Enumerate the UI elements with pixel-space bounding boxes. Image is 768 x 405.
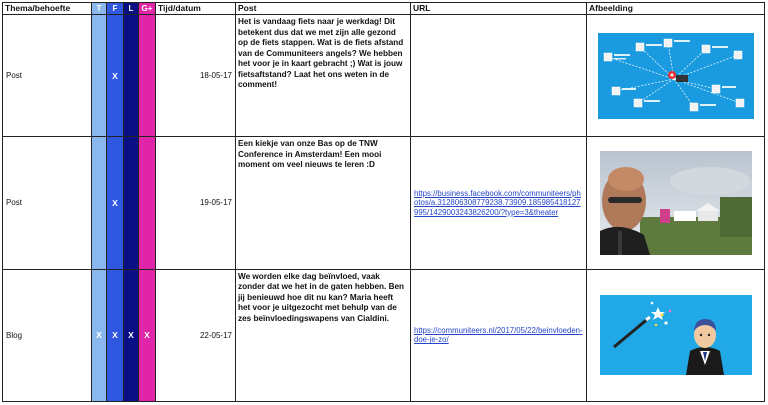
post-link[interactable]: https://communiteers.nl/2017/05/22/beinvloeden-doe-je-zo/ xyxy=(414,325,583,345)
url-cell xyxy=(411,15,587,137)
url-cell xyxy=(411,137,587,269)
channel-t-cell xyxy=(92,15,107,137)
cycling-distance-map-image xyxy=(598,33,754,119)
table-row xyxy=(3,15,765,137)
content-calendar-table xyxy=(2,2,765,402)
magician-illustration xyxy=(600,295,752,375)
theme-cell: Post xyxy=(3,137,92,269)
image-cell xyxy=(587,15,765,137)
post-link[interactable]: https://business.facebook.com/communiteers/photos/a.312806308779238.73909.185985418127995/1429003243826200/?type=3&theater xyxy=(414,188,581,217)
channel-f-cell: X xyxy=(107,15,124,137)
header-theme: Thema/behoefte xyxy=(3,3,92,15)
channel-g-cell xyxy=(139,15,156,137)
channel-l-cell xyxy=(124,15,139,137)
table-row xyxy=(3,137,765,269)
channel-g-cell: X xyxy=(139,269,156,401)
channel-t-cell xyxy=(92,137,107,269)
channel-t-cell: X xyxy=(92,269,107,401)
image-cell xyxy=(587,269,765,401)
channel-f-cell: X xyxy=(107,137,124,269)
post-text-cell: Een kiekje van onze Bas op de TNW Conference in Amsterdam! Een mooi moment om veel nieuws te leren :D xyxy=(236,137,411,269)
header-channel-g: G+ xyxy=(139,3,156,15)
channel-l-cell xyxy=(124,137,139,269)
header-post: Post xyxy=(236,3,411,15)
header-channel-f: F xyxy=(107,3,124,15)
date-cell: 19-05-17 xyxy=(156,137,236,269)
post-text-cell: We worden elke dag beïnvloed, vaak zonder dat we het in de gaten hebben. Ben jij benieuwd hoe dit nu kan? Maria heeft het voor je uitgezocht met behulp van de zes beïnvloedingswapens van Cialdini. xyxy=(236,269,411,401)
channel-g-cell xyxy=(139,137,156,269)
header-date: Tijd/datum xyxy=(156,3,236,15)
header-channel-l: L xyxy=(124,3,139,15)
header-url: URL xyxy=(411,3,587,15)
theme-cell: Post xyxy=(3,15,92,137)
date-cell: 18-05-17 xyxy=(156,15,236,137)
image-cell xyxy=(587,137,765,269)
header-image: Afbeelding xyxy=(587,3,765,15)
theme-cell: Blog xyxy=(3,269,92,401)
conference-selfie-photo xyxy=(600,151,752,255)
header-row xyxy=(3,3,765,15)
date-cell: 22-05-17 xyxy=(156,269,236,401)
header-channel-t: T xyxy=(92,3,107,15)
channel-f-cell: X xyxy=(107,269,124,401)
post-text-cell: Het is vandaag fiets naar je werkdag! Dit betekent dus dat we met zijn alle gezond op de fiets stappen. Wat is de fiets afstand van de Communiteers angels? We hebben het voor je in kaart gebracht ;) Wat is jouw fietsaftstand? Laat het ons weten in de comment! xyxy=(236,15,411,137)
url-cell xyxy=(411,269,587,401)
table-row xyxy=(3,269,765,401)
channel-l-cell: X xyxy=(124,269,139,401)
